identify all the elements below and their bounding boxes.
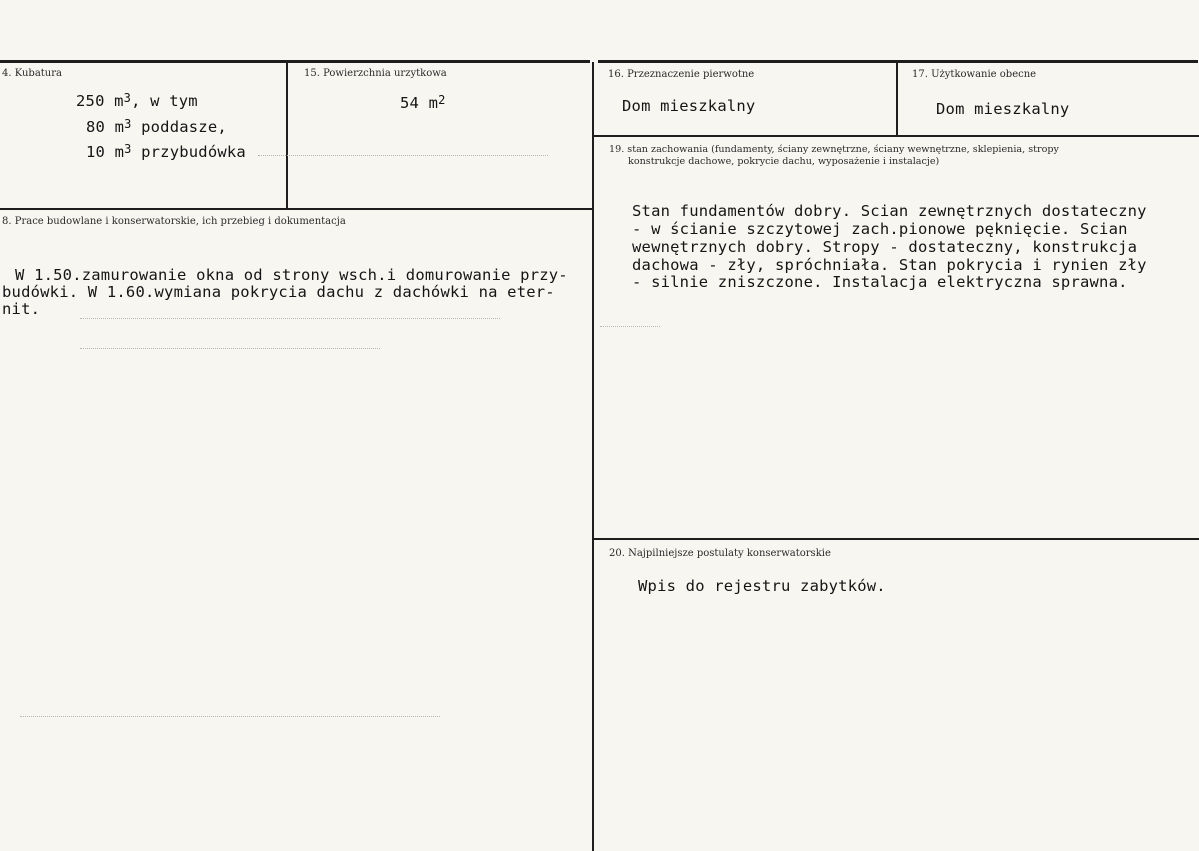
row1-bottom-rule-left	[0, 208, 594, 210]
faint-dots	[80, 318, 500, 320]
top-rule-right	[598, 60, 1198, 63]
field14-line2: 80 $m^3$ poddasze,	[86, 117, 227, 136]
field18-text-line: nit.	[2, 300, 41, 318]
faint-dots	[600, 326, 660, 328]
center-divider	[592, 62, 594, 851]
field19-text-line: Stan fundamentów dobry. Scian zewnętrznych dostateczny	[632, 202, 1147, 220]
row1-bottom-rule-right	[594, 135, 1199, 137]
top-rule-left	[0, 60, 590, 63]
field19-text-line: wewnętrznych dobry. Stropy - dostateczny, konstrukcja	[632, 238, 1138, 256]
faint-dots	[258, 155, 548, 157]
faint-dots	[80, 348, 380, 350]
field18-text-line: budówki. W 1.60.wymiana pokrycia dachu z dachówki na eter-	[2, 283, 555, 301]
field16-label: 16. Przeznaczenie pierwotne	[608, 69, 755, 80]
faint-dots	[20, 716, 440, 718]
field18-label: 8. Prace budowlane i konserwatorskie, ich przebieg i dokumentacja	[2, 216, 346, 227]
field19-text-line: - w ścianie szczytowej zach.pionowe pęknięcie. Scian	[632, 220, 1128, 238]
field19-label-line1: 19. stan zachowania (fundamenty, ściany zewnętrzne, ściany wewnętrzne, sklepienia, stropy	[609, 144, 1059, 155]
divider-16-17	[896, 62, 898, 135]
field18-text-line: W 1.50.zamurowanie okna od strony wsch.i domurowanie przy-	[15, 266, 568, 284]
field17-label: 17. Użytkowanie obecne	[912, 69, 1037, 80]
field14-label: 4. Kubatura	[2, 68, 62, 79]
field14-line1: 250 $m^3$, w tym	[76, 91, 198, 110]
field17-value: Dom mieszkalny	[936, 100, 1070, 118]
field20-value: Wpis do rejestru zabytków.	[638, 577, 886, 595]
field19-label-line2: konstrukcje dachowe, pokrycie dachu, wyposażenie i instalacje)	[628, 156, 940, 167]
field15-value: 54 $m^2$	[400, 93, 446, 112]
field15-label: 15. Powierzchnia urzytkowa	[304, 68, 447, 79]
field20-label: 20. Najpilniejsze postulaty konserwatorskie	[609, 548, 831, 559]
field19-text-line: dachowa - zły, spróchniała. Stan pokrycia i rynien zły	[632, 256, 1147, 274]
field14-line3: 10 $m^3$ przybudówka	[86, 142, 246, 161]
field19-bottom-rule	[594, 538, 1199, 540]
divider-14-15	[286, 62, 288, 208]
field19-text-line: - silnie zniszczone. Instalacja elektryczna sprawna.	[632, 273, 1128, 291]
field16-value: Dom mieszkalny	[622, 97, 756, 115]
